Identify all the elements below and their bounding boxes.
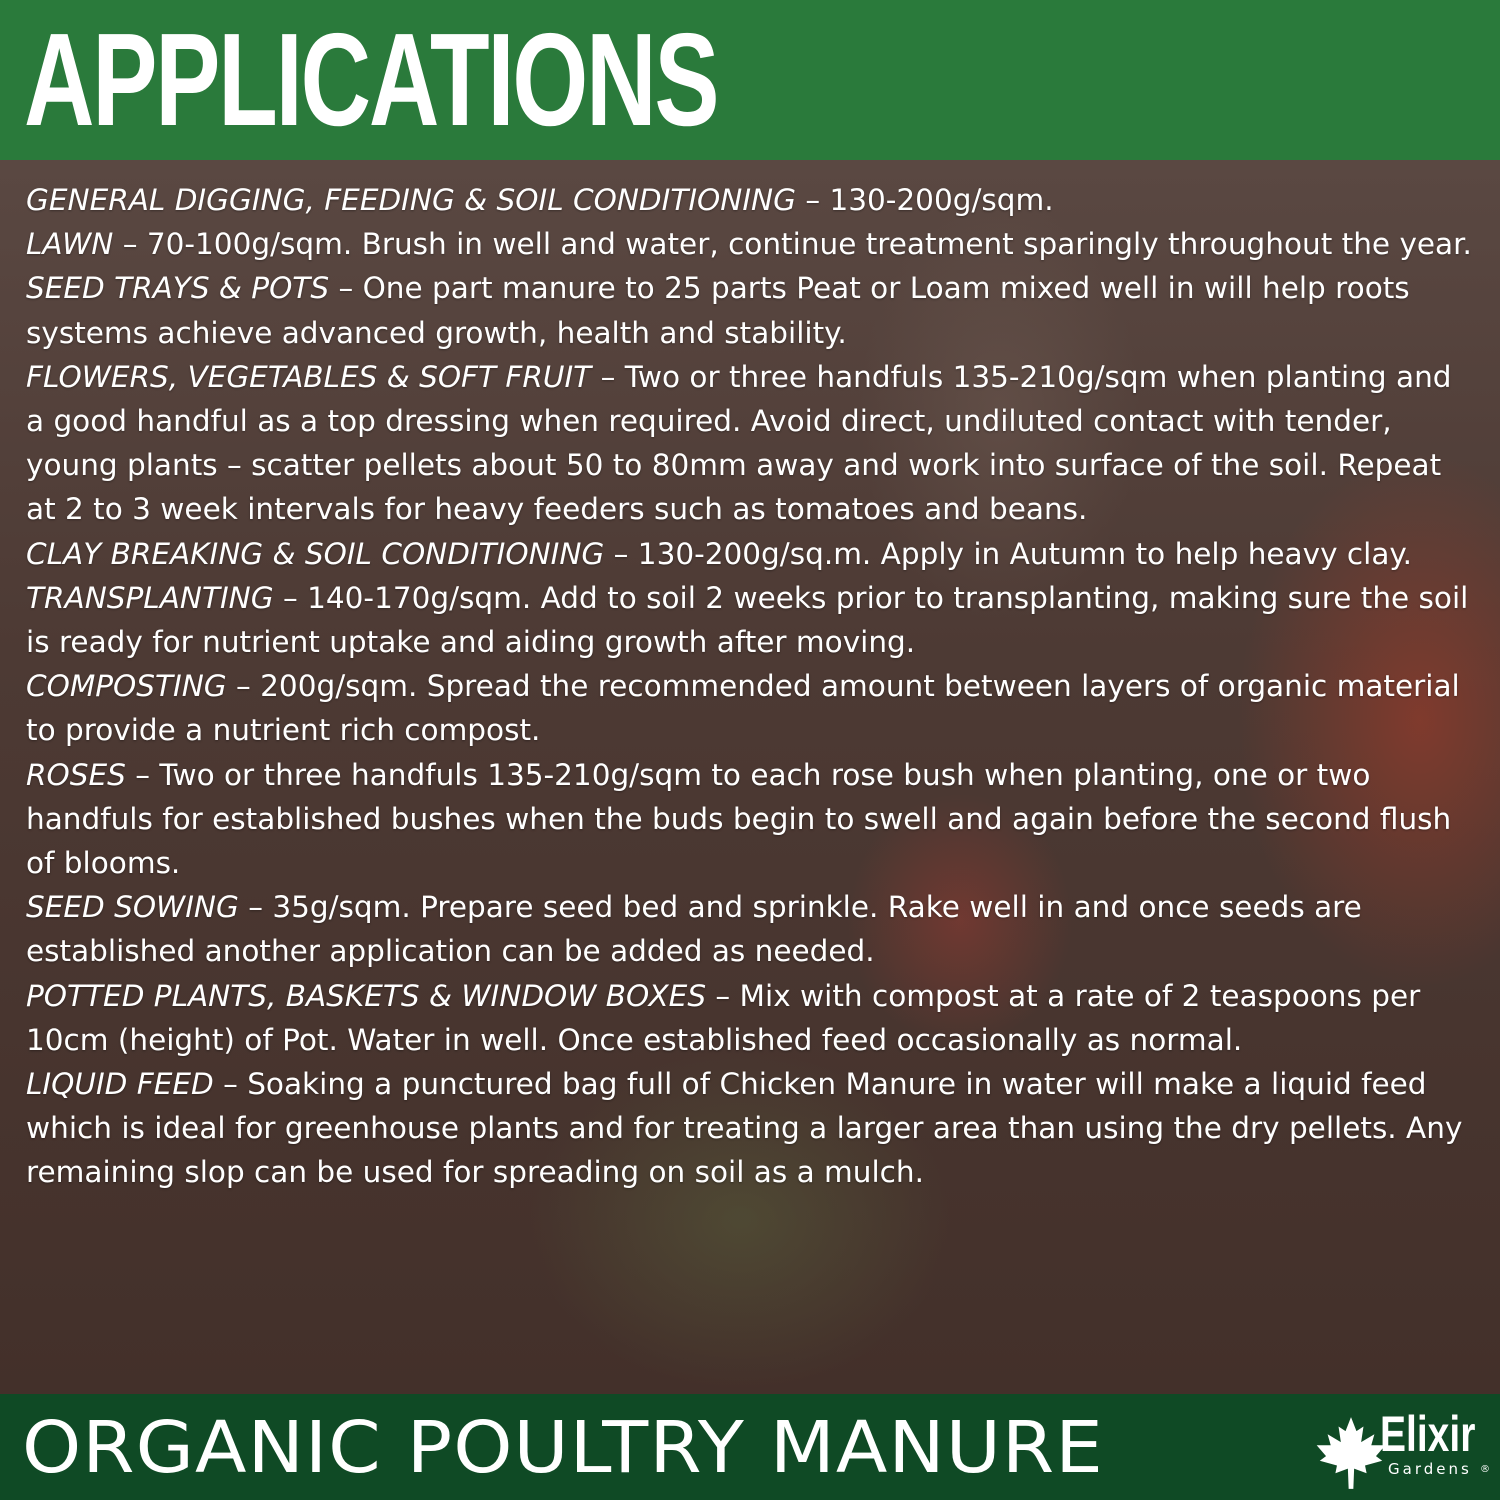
application-label: SEED TRAYS & POTS [26,271,330,306]
footer-banner [0,1394,1500,1500]
application-item [26,532,1476,576]
brand-name: Elixir [1380,1406,1476,1462]
application-item [26,664,1476,752]
application-label: ROSES [26,757,126,792]
page-title: APPLICATIONS [24,6,718,153]
application-item [26,355,1476,532]
application-label: LIQUID FEED [26,1067,214,1102]
application-item [26,1062,1476,1195]
application-label: LAWN [26,227,114,262]
application-label: CLAY BREAKING & SOIL CONDITIONING [26,536,605,571]
application-text: – Two or three handfuls 135-210g/sqm when planting and a good handful as a top dressing when required. Avoid direct, undiluted contact with tender, young plants – scatter pellets about 50 to 80mm away and work into surface of the soil. Repeat at 2 to 3 week intervals for heavy feeders such as tomatoes and beans. [26,359,1452,527]
application-text: – 70-100g/sqm. Brush in well and water, continue treatment sparingly throughout the year. [113,227,1472,262]
application-item [26,222,1476,266]
application-label: SEED SOWING [26,890,239,925]
application-text: – 130-200g/sq.m. Apply in Autumn to help heavy clay. [604,536,1413,571]
application-item [26,576,1476,664]
application-label: COMPOSTING [26,669,227,704]
application-text: – One part manure to 25 parts Peat or Loam mixed well in will help roots systems achieve advanced growth, health and stability. [26,271,1410,350]
header-banner [0,0,1500,160]
product-name: ORGANIC POULTRY MANURE [22,1406,1104,1489]
application-text: – 130-200g/sqm. [795,183,1054,217]
application-text: – 200g/sqm. Spread the recommended amount between layers of organic material to provide a nutrient rich compost. [26,669,1460,748]
application-label: TRANSPLANTING [26,580,274,615]
application-text: – Mix with compost at a rate of 2 teaspoons per 10cm (height) of Pot. Water in well. Once established feed occasionally as normal. [26,978,1421,1057]
application-label: GENERAL DIGGING, FEEDING & SOIL CONDITIONING [26,183,796,217]
applications-list [26,178,1476,1195]
application-text: – Soaking a punctured bag full of Chicken Manure in water will make a liquid feed which is ideal for greenhouse plants and for treating a larger area than using the dry pellets. Any remaining slop can be used for spreading on soil as a mulch. [26,1067,1463,1190]
application-item [26,178,1476,222]
application-item [26,974,1476,1062]
brand-subtitle: Gardens [1388,1460,1472,1478]
application-label: POTTED PLANTS, BASKETS & WINDOW BOXES [26,978,707,1013]
application-item [26,266,1476,354]
brand-logo [1312,1406,1492,1490]
maple-leaf-icon [1312,1414,1390,1492]
background-photo-panel [0,160,1500,1394]
application-item [26,753,1476,886]
application-label: FLOWERS, VEGETABLES & SOFT FRUIT [26,359,592,394]
application-text: – Two or three handfuls 135-210g/sqm to each rose bush when planting, one or two handfuls for established bushes when the buds begin to swell and again before the second flush of blooms. [26,757,1452,881]
application-item [26,885,1476,973]
registered-mark: ® [1480,1464,1490,1475]
application-text: – 35g/sqm. Prepare seed bed and sprinkle. Rake well in and once seeds are established another application can be added as needed. [26,890,1362,969]
application-text: – 140-170g/sqm. Add to soil 2 weeks prior to transplanting, making sure the soil is ready for nutrient uptake and aiding growth after moving. [26,580,1469,660]
